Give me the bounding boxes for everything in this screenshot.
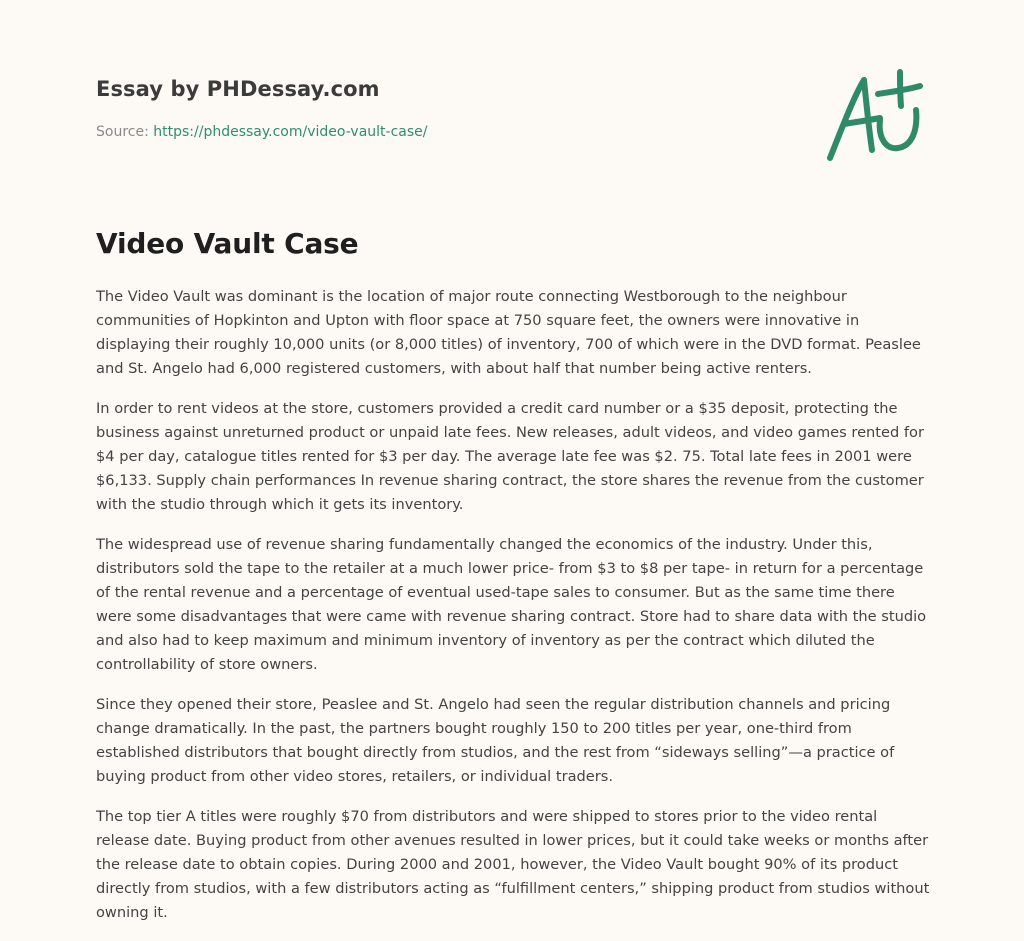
paragraph: The widespread use of revenue sharing fundamentally changed the economics of the industry. Under this, distributors sold the tape to the retailer at a much lower price- from $3 to $8 per tape- in return for a percentage of the rental revenue and a percentage of eventual used-tape sales to consumer. But as the same time there were some disadvantages that were came with revenue sharing contract. Store had to share data with the studio and also had to keep maximum and minimum inventory of inventory as per the contract which diluted the controllability of store owners. bbox=[96, 536, 927, 673]
paragraph: The Video Vault was dominant is the location of major route connecting Westborough to the neighbour communities of Hopkinton and Upton with floor space at 750 square feet, the owners were innovative in displaying their roughly 10,000 units (or 8,000 titles) of inventory, 700 of which were in the DVD format. Peaslee and St. Angelo had 6,000 registered customers, with about half that number being active renters. bbox=[96, 288, 921, 377]
a-plus-grade-icon bbox=[820, 66, 930, 166]
page-title: Video Vault Case bbox=[96, 227, 359, 260]
paragraph: In order to rent videos at the store, customers provided a credit card number or a $35 deposit, protecting the business against unreturned product or unpaid late fees. New releases, adult videos, and video games rented for $4 per day, catalogue titles rented for $3 per day. The average late fee was $2. 75. Total late fees in 2001 were $6,133. Supply chain performances In revenue sharing contract, the store shares the revenue from the customer with the studio through which it gets its inventory. bbox=[96, 400, 924, 513]
source-label: Source: bbox=[96, 124, 149, 140]
essay-body bbox=[96, 285, 930, 941]
paragraph: The top tier A titles were roughly $70 from distributors and were shipped to stores prior to the video rental release date. Buying product from other avenues resulted in lower prices, but it could take weeks or months after the release date to obtain copies. During 2000 and 2001, however, the Video Vault bought 90% of its product directly from studios, with a few distributors acting as “fulfillment centers,” shipping product from studios without owning it. bbox=[96, 808, 930, 921]
source-line bbox=[96, 122, 936, 142]
brand-title: Essay by PHDessay.com bbox=[96, 77, 380, 101]
source-link[interactable]: https://phdessay.com/video-vault-case/ bbox=[153, 124, 428, 140]
paragraph: Since they opened their store, Peaslee and St. Angelo had seen the regular distribution channels and pricing change dramatically. In the past, the partners bought roughly 150 to 200 titles per year, one-third from established distributors that bought directly from studios, and the rest from “sideways selling”—a practice of buying product from other video stores, retailers, or individual traders. bbox=[96, 696, 895, 785]
essay-header bbox=[96, 74, 936, 142]
